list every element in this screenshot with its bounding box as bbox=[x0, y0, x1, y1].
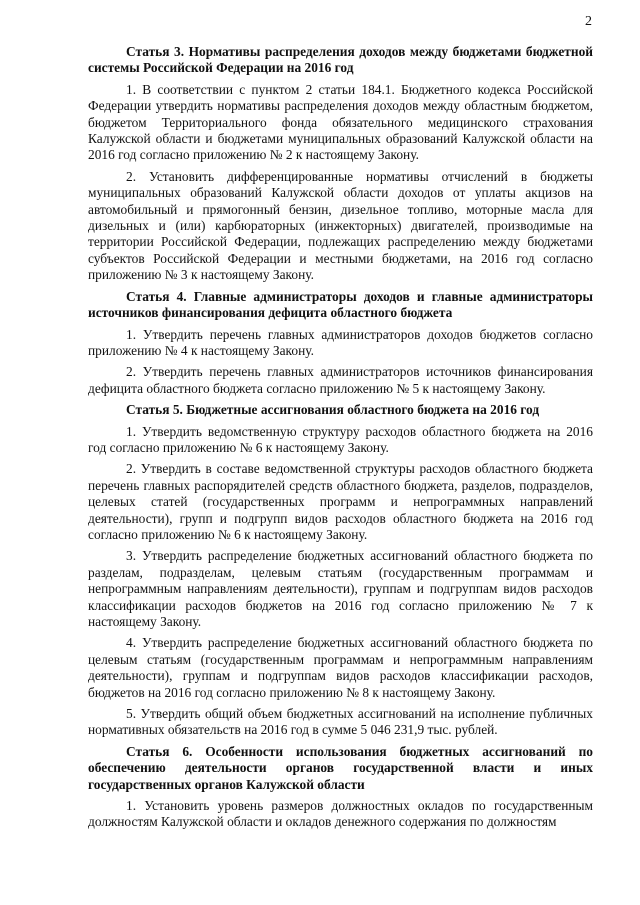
document-body bbox=[88, 44, 593, 836]
article-5-paragraph-3: 3. Утвердить распределение бюджетных ассигнований областного бюджета по разделам, подразделам, целевым статьям (государственным программам и непрограммным направлениям деятельности), группам и подгруппам видов расходов классификации расходов бюджетов на 2016 год согласно приложению № 7 к настоящему Закону. bbox=[88, 548, 593, 629]
article-5-paragraph-5: 5. Утвердить общий объем бюджетных ассигнований на исполнение публичных нормативных обязательств на 2016 год в сумме 5 046 231,9 тыс. рублей. bbox=[88, 706, 593, 738]
article-4-paragraph-1: 1. Утвердить перечень главных администраторов доходов бюджетов согласно приложению № 4 к настоящему Закону. bbox=[88, 326, 593, 358]
article-6-heading: Статья 6. Особенности использования бюджетных ассигнований по обеспечению деятельности органов государственной власти и иных государственных органов Калужской области bbox=[88, 743, 593, 792]
page-number: 2 bbox=[585, 14, 592, 29]
article-3-paragraph-1: 1. В соответствии с пунктом 2 статьи 184.1. Бюджетного кодекса Российской Федерации утвердить нормативы распределения доходов между областным бюджетом, бюджетом Территориального фонда обязательного медицинского страхования Калужской области и бюджетами муниципальных образований Калужской области на 2016 год согласно приложению № 2 к настоящему Закону. bbox=[88, 81, 593, 163]
article-6-paragraph-1: 1. Установить уровень размеров должностных окладов по государственным должностям Калужской области и окладов денежного содержания по должностям bbox=[88, 798, 593, 830]
article-3-heading: Статья 3. Нормативы распределения доходов между бюджетами бюджетной системы Российской Федерации на 2016 год bbox=[88, 44, 593, 76]
article-5-heading: Статья 5. Бюджетные ассигнования областного бюджета на 2016 год bbox=[126, 402, 540, 418]
article-5-paragraph-2: 2. Утвердить в составе ведомственной структуры расходов областного бюджета перечень главных распорядителей средств областного бюджета, разделов, подразделов, целевых статей (государственных программ и непрограммных направлений деятельности), групп и подгрупп видов расходов областного бюджета на 2016 год согласно приложению № 6 к настоящему Закону. bbox=[88, 461, 593, 542]
article-5-paragraph-1: 1. Утвердить ведомственную структуру расходов областного бюджета на 2016 год согласно приложению № 6 к настоящему Закону. bbox=[88, 423, 593, 455]
article-3-paragraph-2: 2. Установить дифференцированные нормативы отчислений в бюджеты муниципальных образований Калужской области доходов от уплаты акцизов на автомобильный и прямогонный бензин, дизельное топливо, моторные масла для дизельных и (или) карбюраторных (инжекторных) двигателей, производимые на территории Российской Федерации, подлежащих распределению между бюджетами субъектов Российской Федерации и местными бюджетами, на 2016 год согласно приложению № 3 к настоящему Закону. bbox=[88, 168, 593, 283]
article-4-heading: Статья 4. Главные администраторы доходов и главные администраторы источников финансирования дефицита областного бюджета bbox=[88, 288, 593, 321]
article-5-paragraph-4: 4. Утвердить распределение бюджетных ассигнований областного бюджета по целевым статьям (государственным программам и непрограммным направлениям деятельности), группам и подгруппам видов расходов классификации расходов, бюджетов на 2016 год согласно приложению № 8 к настоящему Закону. bbox=[88, 635, 593, 700]
article-4-paragraph-2: 2. Утвердить перечень главных администраторов источников финансирования дефицита областного бюджета согласно приложению № 5 к настоящему Закону. bbox=[88, 364, 593, 396]
